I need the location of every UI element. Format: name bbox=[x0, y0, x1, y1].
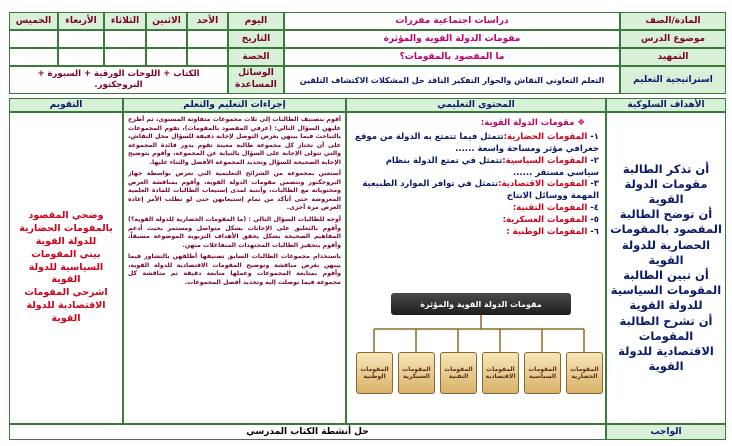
strategy-options: التعلم التعاوني النقاش والحوار التفكير الناقد حل المشكلات الاكتشاف التلقين bbox=[299, 75, 605, 85]
intro-value: ما المقصود بالمقومات؟ bbox=[284, 48, 620, 66]
diagram-node-economic: المقومات الاقتصادية bbox=[482, 352, 519, 394]
period-cell bbox=[104, 48, 146, 66]
objective-item: أن تشرح الطالبة المقومات الاقتصادية للدولة القوية bbox=[618, 313, 714, 374]
evaluation-column bbox=[9, 112, 123, 424]
content-title-row bbox=[353, 118, 585, 130]
date-cell bbox=[9, 30, 58, 48]
procedure-step: أوجه للطالبات السؤال التالي : (ما المقومات الحضارية للدولة القوية؟) وأقوم بالتعليق على الإجابات بشكل متواصل ومستمر بحيث أدعم المفاهيم الصحيحة بشكل يحقق الأهداف التربوية الموضوعة مسبقاً، وأقوم بتحفيز الطالبات المجتهدات المتفاعلات منهن. bbox=[128, 216, 341, 249]
objective-item: أن تذكر الطالبة مقومات الدولة القوية bbox=[622, 161, 710, 207]
period-cell bbox=[58, 48, 104, 66]
evaluation-header: التقويم bbox=[9, 98, 123, 112]
diagram-node-military: المقومات العسكرية bbox=[398, 352, 435, 394]
content-item: ٥- المقومات العسكرية: bbox=[502, 215, 599, 226]
day-sunday: الأحد bbox=[187, 12, 228, 30]
day-monday: الاثنين bbox=[146, 12, 187, 30]
procedure-step: أقوم بتصنيف الطالبات إلى ثلاث مجموعات متفاوتة المستوى، ثم أطرح عليهن السؤال التالي: (عرفي المقصود بالمقومات)، تقوم المجموعات بالتباحث فيما بينهن بغرض التوصل لإجابة دقيقة للسؤال محل النقاش، على أن تختار كل مجموعة طالبة معينة تقوم بدور قائدة المجموعة والتي تتولى الإجابة على السؤال بالنيابة عن المجموعة، وأقوم بتوضيح الإجابة الصحيحة للسؤال وتحديد المجموعة الأفضل والثناء عليها. bbox=[128, 116, 341, 166]
topic-value: مقومات الدولة القوية والمؤثرة bbox=[284, 30, 620, 48]
day-tuesday: الثلاثاء bbox=[104, 12, 146, 30]
evaluation-item: اشرحي المقومات الاقتصادية للدولة القوية bbox=[24, 287, 108, 324]
procedures-column bbox=[123, 112, 346, 424]
diagram-node-civilizational: المقومات الحضارية bbox=[566, 352, 603, 394]
aids-label: الوسائل المساعدة bbox=[228, 66, 284, 94]
content-item: ١- المقومات الحضارية:تتمثل فيما تتمتع به الدولة من موقع جغرافي مؤثر ومساحة واسعة ...... bbox=[355, 131, 599, 154]
intro-label: التمهيد bbox=[620, 48, 726, 66]
procedure-step: أستعين بمجموعة من الشرائح التعليمية التي تعرض بواسطة جهاز البروجكتور وتتضمن مقومات الدولة القوية، وأقوم بمناقشة العرض ومحتوياته مع الطالبات، وأنتبه لمدى إستيعاب الطالبات للمادة العلمية المعروضة حتى أتأكد من تمام إستيعابهن حتى لو تطلب الأمر إعادة العرض مرة أخرى. bbox=[128, 170, 341, 212]
procedures-header: إجراءات التعليم والتعلم bbox=[123, 98, 346, 112]
diagram-title: مقومات الدولة القوية والمؤثرة bbox=[391, 293, 571, 315]
homework-value: حل أنشطة الكتاب المدرسي bbox=[9, 424, 606, 440]
diagram-node-political: المقومات السياسية bbox=[524, 352, 561, 394]
diagram-node-national: المقومات الوطنية bbox=[356, 352, 393, 394]
content-item: ٤- المقومات التقنية: bbox=[512, 203, 599, 214]
diagram-connectors bbox=[346, 315, 606, 355]
evaluation-item: وضحي المقصود بالمقومات الحضارية للدولة القوية bbox=[19, 210, 113, 247]
date-cell bbox=[104, 30, 146, 48]
aids-value: الكتاب + اللوحات الورقية + السبورة + البروجكتور. bbox=[9, 66, 228, 94]
date-cell bbox=[58, 30, 104, 48]
procedure-step: باستخدام مجموعات الطالبات السابق تصنيفها أطلقهن بالتشاور فيما بينهن بغرض مناقشة وتوضيح المقومات الاقتصادية للدولة القوية، وأقوم بمتابعة المجموعات وعملها متابعة دقيقة ثم مناقشة كل مجموعة فيما توصلت إليه وتحديد أفضل المجموعات. bbox=[128, 253, 341, 286]
day-thursday: الخميس bbox=[9, 12, 58, 30]
objective-item: أن تبين الطالبة المقومات السياسية للدولة القوية bbox=[610, 268, 722, 313]
objective-item: أن توضح الطالبة المقصود بالمقومات الحضارية للدولة القوية bbox=[610, 207, 722, 267]
strategy-value bbox=[284, 66, 620, 94]
objectives-header: الأهداف السلوكية bbox=[606, 98, 726, 112]
content-item: ٣- المقومات الاقتصادية:تتمثل في توافر الموارد الطبيعية المهمة ووسائل الانتاج bbox=[362, 179, 599, 202]
day-label: اليوم bbox=[228, 12, 284, 30]
subject-value: دراسات اجتماعية مقررات bbox=[284, 12, 620, 30]
diagram-node-technical: المقومات التقنية bbox=[440, 352, 477, 394]
period-cell bbox=[9, 48, 58, 66]
day-wednesday: الأربعاء bbox=[58, 12, 104, 30]
date-cell bbox=[146, 30, 187, 48]
date-label: التاريخ bbox=[228, 30, 284, 48]
content-title: مقومات الدولة القوية: bbox=[480, 118, 575, 128]
date-cell bbox=[187, 30, 228, 48]
period-label: الحصة bbox=[228, 48, 284, 66]
evaluation-item: بيني المقومات السياسية للدولة القوية bbox=[28, 248, 104, 286]
content-item: ٦- المقومات الوطنية : bbox=[506, 227, 599, 238]
objectives-column bbox=[606, 112, 726, 424]
topic-label: موضوع الدرس bbox=[620, 30, 726, 48]
subject-label: المادة/الصف bbox=[620, 12, 726, 30]
period-cell bbox=[187, 48, 228, 66]
homework-label: الواجب bbox=[606, 424, 726, 440]
content-item: ٢- المقومات السياسية:تتمثل في تمتع الدولة بنظام سياسي مستقر ...... bbox=[385, 155, 599, 178]
period-cell bbox=[146, 48, 187, 66]
content-header: المحتوى التعليمي bbox=[346, 98, 606, 112]
diamond-icon: ❖ bbox=[574, 118, 585, 128]
strategy-label: استراتيجية التعليم bbox=[620, 66, 726, 94]
